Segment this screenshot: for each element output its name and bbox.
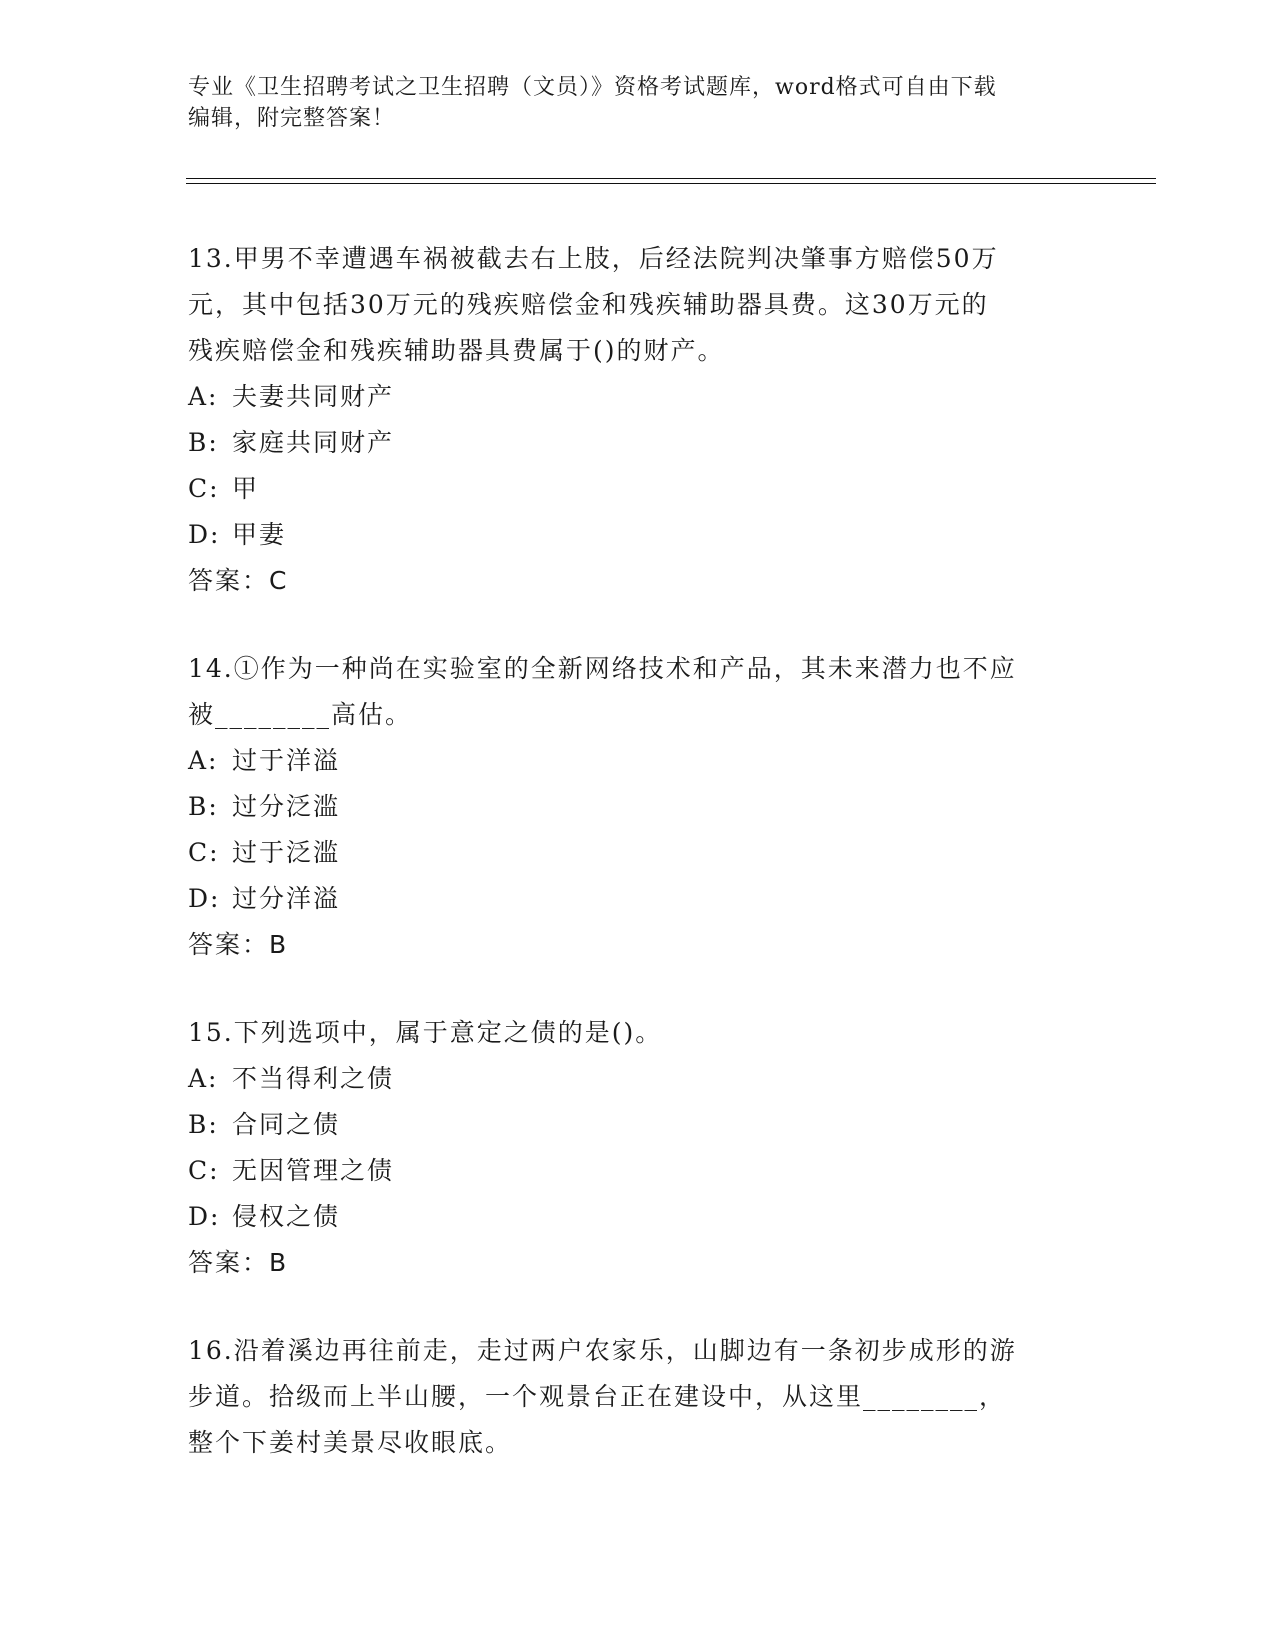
question-text-line: 元，其中包括30万元的残疾赔偿金和残疾辅助器具费。这30万元的 [188,290,989,319]
option-a [188,1056,1088,1102]
option-c [188,830,1088,876]
document-header [188,72,1088,134]
question-text-line: 16.沿着溪边再往前走，走过两户农家乐，山脚边有一条初步成形的游 [188,1336,1017,1365]
header-line-2: 编辑，附完整答案！ [188,106,396,131]
option-text: 无因管理之债 [232,1156,395,1185]
header-line-1: 专业《卫生招聘考试之卫生招聘（文员）》资格考试题库，word格式可自由下载 [188,75,997,100]
answer-label: 答案：B [188,930,289,959]
question-text-line: 15.下列选项中，属于意定之债的是()。 [188,1018,663,1047]
option-letter: A: [188,382,219,411]
option-text: 侵权之债 [232,1202,341,1231]
question-text-line: 残疾赔偿金和残疾辅助器具费属于()的财产。 [188,336,725,365]
question-14 [188,646,1088,968]
question-list [188,236,1088,1508]
option-text: 过于泛滥 [232,838,341,867]
option-text: 过分洋溢 [232,884,341,913]
option-b [188,1102,1088,1148]
question-13 [188,236,1088,604]
option-b [188,784,1088,830]
answer-label: 答案：C [188,566,289,595]
option-d [188,1194,1088,1240]
option-c [188,1148,1088,1194]
option-letter: B: [188,428,219,457]
option-b [188,420,1088,466]
option-text: 过于洋溢 [232,746,341,775]
option-letter: D: [188,520,221,549]
option-a [188,374,1088,420]
question-text-line: 步道。拾级而上半山腰，一个观景台正在建设中，从这里________， [188,1382,1007,1411]
option-text: 夫妻共同财产 [232,382,395,411]
option-letter: C: [188,1156,220,1185]
option-text: 甲妻 [232,520,287,549]
option-text: 不当得利之债 [232,1064,395,1093]
option-d [188,876,1088,922]
option-letter: C: [188,838,220,867]
option-text: 过分泛滥 [232,792,341,821]
question-text-line: 整个下姜村美景尽收眼底。 [188,1428,513,1457]
option-letter: A: [188,746,219,775]
question-text-line: 被________高估。 [188,700,413,729]
option-text: 家庭共同财产 [232,428,395,457]
question-text-line: 13.甲男不幸遭遇车祸被截去右上肢，后经法院判决肇事方赔偿50万 [188,244,999,273]
option-letter: B: [188,1110,219,1139]
option-a [188,738,1088,784]
option-text: 甲 [232,474,260,503]
option-letter: D: [188,884,221,913]
option-letter: B: [188,792,219,821]
option-d [188,512,1088,558]
header-divider-top [186,178,1156,179]
option-letter: C: [188,474,220,503]
option-c [188,466,1088,512]
option-letter: A: [188,1064,219,1093]
header-divider-bottom [186,183,1156,184]
option-text: 合同之债 [232,1110,341,1139]
question-text-line: 14.①作为一种尚在实验室的全新网络技术和产品，其未来潜力也不应 [188,654,1017,683]
question-15 [188,1010,1088,1286]
question-16 [188,1328,1088,1466]
answer-label: 答案：B [188,1248,289,1277]
option-letter: D: [188,1202,221,1231]
